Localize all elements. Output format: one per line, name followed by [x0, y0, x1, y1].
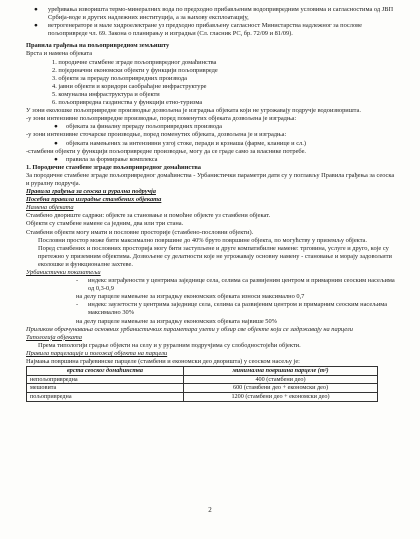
- table-header-cell: минимална површина парцеле (m²): [184, 367, 378, 376]
- table-row: [27, 375, 378, 384]
- numbered-item: 5. комунална инфраструктура и објекти: [52, 90, 160, 98]
- rules-subtitle: Посебна правила изградње стамбених објеката: [26, 196, 162, 204]
- bullet-item: [26, 156, 396, 164]
- zone-line: -у зони интензивне сточарске производње, поред поменутих објеката, дозвољена је и изградња:: [26, 131, 287, 139]
- numbered-item: 3. објекти за прераду пољопривредних производа: [52, 74, 187, 82]
- table-row: [27, 392, 378, 401]
- zone-line: -у зони интензивне пољопривредне производње, поред поменутих објеката дозвољена је изградња:: [26, 115, 297, 123]
- section-title: Правила грађења на пољопривредном земљишту: [26, 42, 170, 50]
- urban-text: индекс изграђености у центрима заједнице села, селима са развијеним центром и примарним сеоским насељима од 0,3-0,9: [88, 277, 395, 293]
- numbered-item: 2. појединачни економски објекти у функцији пољопривреде: [52, 66, 218, 74]
- zone-line: -стамбени објекти у функцији пољопривредне производње, могу да се граде само за власнике потребе.: [26, 147, 307, 155]
- types-heading: Врста и намена објеката: [26, 50, 93, 58]
- table-row: [27, 384, 378, 393]
- table-cell: 1200 (стамбени део + економски део): [184, 392, 378, 401]
- bullet-icon: ●: [34, 6, 38, 13]
- urban-item: [26, 277, 396, 293]
- bullet-icon: ●: [34, 22, 38, 30]
- subsection-text: За породичне стамбене зграде пољопривредног домаћинства - Урбанистички параметри дати су у поглављу Правила грађења за сеоска и руралну подручја.: [26, 171, 395, 187]
- purpose-label: Намена објеката: [26, 204, 74, 212]
- rules-title: Правила грађења за сеоска и рурална подручја: [26, 188, 156, 196]
- page-number: 2: [208, 506, 212, 514]
- dash-marker: -: [76, 301, 79, 309]
- table-cell: 400 (стамбени део): [184, 375, 378, 384]
- bullet-item: [26, 6, 396, 22]
- numbered-item: 4. јавни објекти и коридори саобраћајне инфраструктуре: [52, 82, 207, 90]
- dash-marker: -: [76, 277, 79, 285]
- bullet-icon: ●: [54, 139, 58, 147]
- bullet-item: [26, 22, 396, 38]
- urban-item: [26, 301, 396, 317]
- numbered-item: 1. породичне стамбене зграде пољопривредног домаћинства: [52, 58, 217, 66]
- note-text: Приликом обрачунавања основних урбанистичких параметара узети у обзир све објекте који се задржавају на парцели: [26, 325, 353, 333]
- table-cell: мешовита: [27, 384, 184, 393]
- typology-text: Према типологији градње објекти на селу и у руралним подручјима су слободностојећи објекти.: [38, 341, 301, 349]
- parcel-table: [26, 366, 378, 401]
- bullet-text: ветрогенераторе и мале хидроелектране уз предходно прибављену сагласност Министарства надлежног за послове пољопривреде чл. 69. Закона о планирању и изградњи (Сл. гласник РС, бр. 72/09 и 81/09).: [48, 22, 362, 38]
- bullet-text: уређивања изворишта термо-минералних вода по предходно прибављеним водопривредним условима и сагласностима од ЈВП Србија-воде и других надлежних институција, а за њихову експлоатацију,: [48, 6, 394, 22]
- urban-text: на делу парцеле намењене за изградњу економских објеката највише 50%: [76, 317, 278, 325]
- purpose-line: Стамбени објекти могу имати и пословне просторије (стамбено-пословни објекти).: [26, 228, 254, 236]
- purpose-line: Поред стамбених и пословних просторија могу бити заступљене и друге компатибилне намене: трговина, услуге и друго, које су претежно у приземним објектима. Дозвољене су делатности које не угрожавају основну намену - становање и морају задовољити еколошке и функционалне захтеве.: [38, 244, 392, 268]
- zone-text: У зони еколошке пољопривредне производње дозвољена је изградња објеката који не угрожавају подручје водоизворишта.: [26, 107, 361, 115]
- purpose-line: Објекти су стамбене намене са једним, два или три стана.: [26, 220, 184, 228]
- bullet-item: [26, 123, 396, 131]
- urban-text: индекс заузетости у центрима заједнице села, селима са развијеним центром и примарним сеоским насељима максимално 30%: [88, 301, 388, 317]
- urban-label: Урбанистички показатељи: [26, 269, 101, 276]
- bullet-icon: ●: [54, 155, 58, 163]
- table-cell: 600 (стамбени део + економски део): [184, 384, 378, 393]
- table-header-cell: врста сеоског домаћинства: [27, 367, 184, 376]
- table-header-row: [27, 367, 378, 376]
- subsection-title: 1. Породичне стамбене зграде пољопривредног домаћинства: [26, 163, 202, 171]
- bullet-icon: ●: [54, 123, 58, 131]
- table-cell: непољопривредна: [27, 375, 184, 384]
- purpose-line: Стамбено двориште садржи: објекте за становање и помоћне објекте уз стамбени објекат.: [26, 212, 271, 220]
- bullet-text: правила за формирање комплекса: [66, 155, 158, 163]
- bullet-text: објеката намењених за интензивни узгој стоке, перади и крзнаша (фарме, кланице и сл.): [66, 139, 306, 147]
- bullet-item: [26, 140, 396, 148]
- table-cell: пољопривредна: [27, 392, 184, 401]
- parcel-label: Правила парцелације и положај објекта на парцели: [26, 349, 168, 357]
- purpose-line: Пословни простор може бити максимално површине до 40% бруто површине објекта, по могућству у приземљу објекта.: [38, 236, 367, 244]
- typology-label: Типологија објеката: [26, 333, 82, 341]
- parcel-text: Најмања површина грађевинске парцеле (стамбени и економски део дворишта) у сеоском насељу је:: [26, 358, 300, 366]
- urban-text: на делу парцеле намењене за изградњу економских објеката износи максимално 0,7: [76, 293, 305, 301]
- numbered-item: 6. пољопривредна газдинства у функцији етно-туризма: [52, 99, 203, 107]
- bullet-text: објеката за финалну прераду пољопривредних производа: [66, 123, 222, 131]
